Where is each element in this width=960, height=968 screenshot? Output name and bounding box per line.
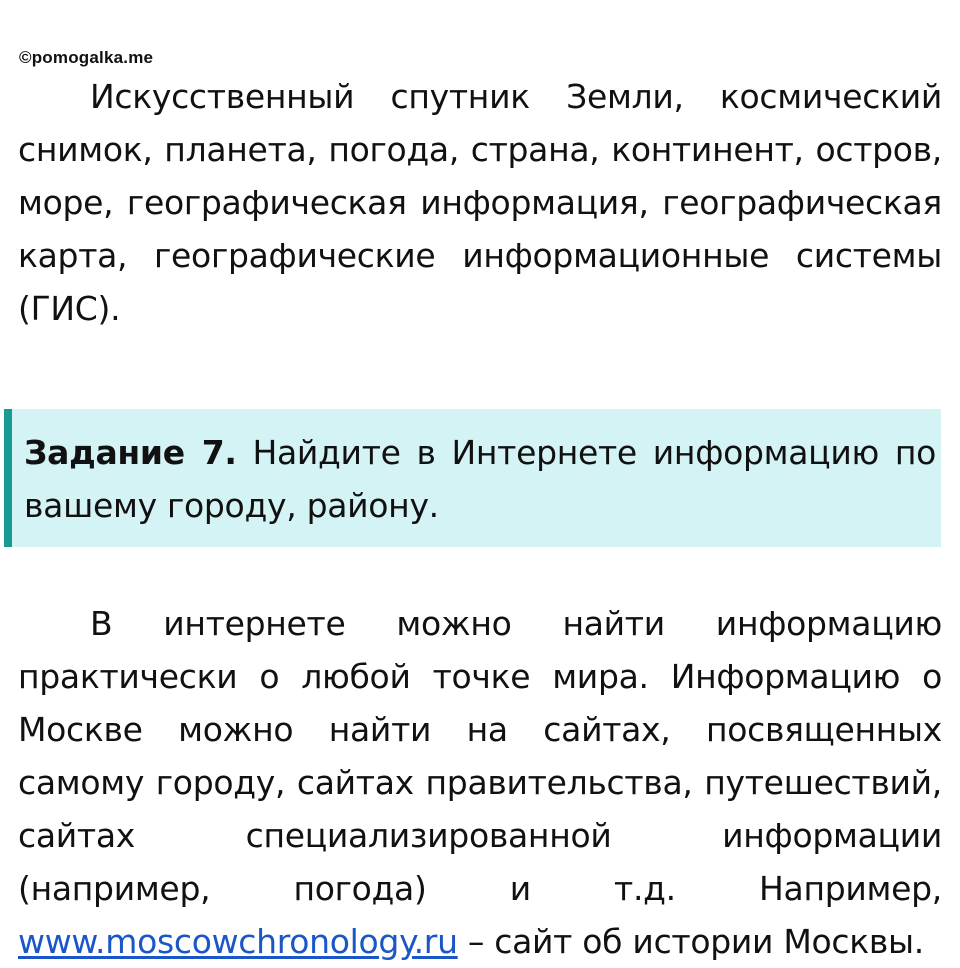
- watermark: ©pomogalka.me: [19, 48, 154, 67]
- answer-text-after-link: – сайт об истории Москвы.: [457, 922, 924, 961]
- task-box: [4, 409, 941, 547]
- keywords-paragraph: Искусственный спутник Земли, космический снимок, планета, погода, страна, континент, остров, море, географическая информация, географическая карта, географические информационные системы (ГИС).: [18, 77, 942, 328]
- answer-paragraph: [18, 597, 942, 968]
- task-description: Найдите в Интернете информацию по вашему городу, району.: [24, 433, 936, 525]
- task-text: [24, 426, 936, 532]
- answer-text-before-link: В интернете можно найти информацию практически о любой точке мира. Информацию о Москве можно найти на сайтах, посвященных самому городу, сайтах правительства, путешествий, сайтах специализированной информации (например, погода) и т.д. Например,: [18, 604, 942, 908]
- task-label: Задание 7.: [24, 433, 237, 472]
- moscow-chronology-link[interactable]: www.moscowchronology.ru: [18, 922, 458, 961]
